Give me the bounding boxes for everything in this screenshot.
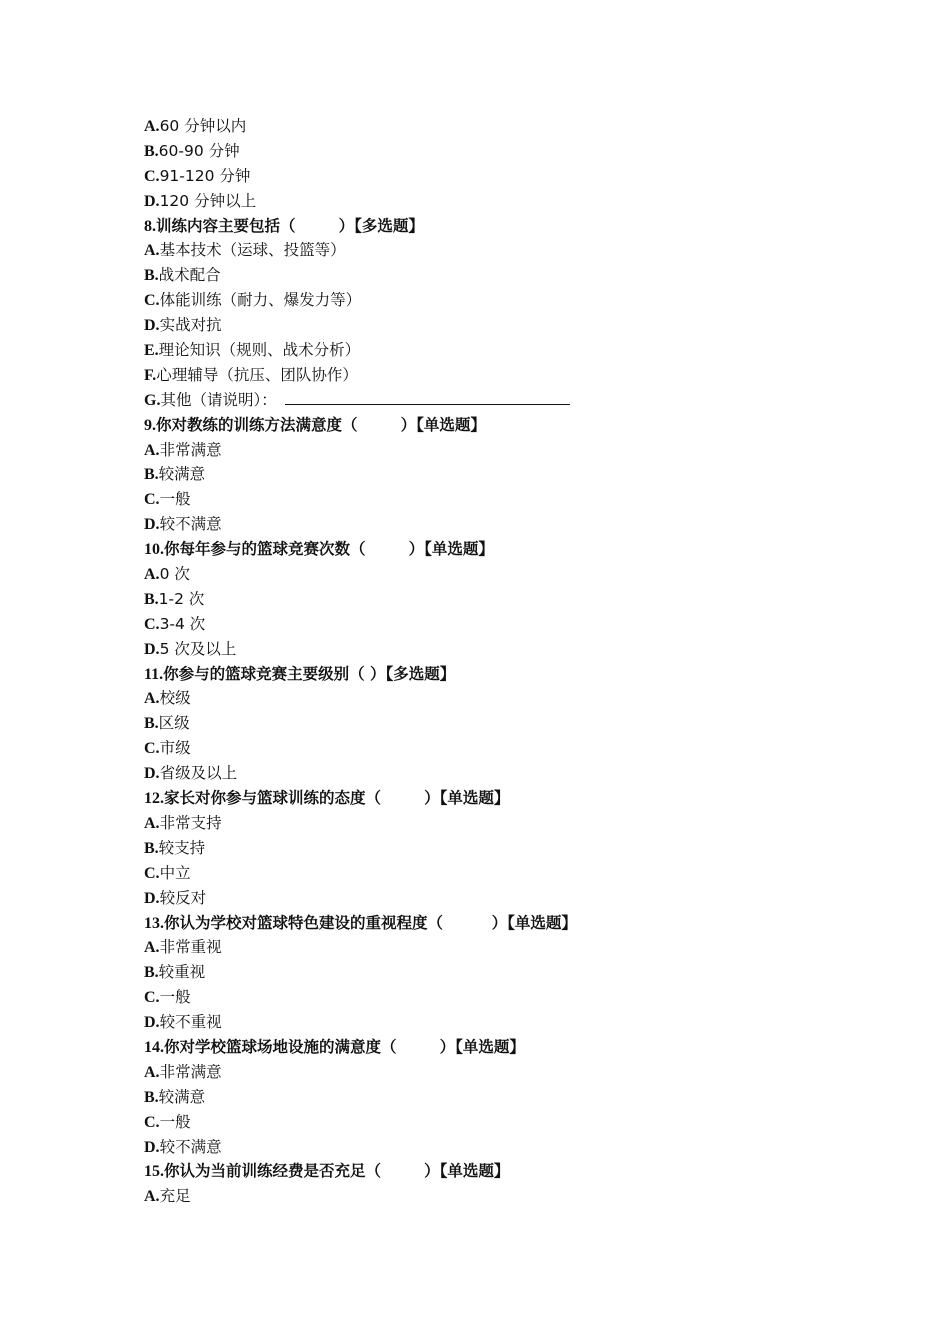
- option-letter: F.: [144, 366, 157, 384]
- option-text: 5 次及以上: [159, 639, 237, 658]
- question-title: 家长对你参与篮球训练的态度（ ）【单选题】: [164, 789, 510, 808]
- option-text: 一般: [159, 490, 191, 509]
- option-line: [144, 711, 844, 736]
- option-text: 非常重视: [159, 938, 222, 957]
- option-line: [144, 313, 844, 338]
- question-number: 14.: [144, 1038, 164, 1056]
- option-line: [144, 487, 844, 512]
- question-title: 你每年参与的篮球竞赛次数（ ）【单选题】: [164, 540, 494, 559]
- option-line: [144, 388, 844, 413]
- option-text: 较不重视: [159, 1013, 222, 1032]
- option-text: 较支持: [158, 838, 206, 857]
- option-line: [144, 189, 844, 214]
- option-letter: D.: [144, 192, 160, 210]
- option-text: 较重视: [158, 963, 206, 982]
- option-line: [144, 686, 844, 711]
- option-letter: E.: [144, 342, 159, 360]
- option-letter: B.: [144, 964, 159, 982]
- option-letter: B.: [144, 590, 159, 608]
- option-letter: C.: [144, 615, 160, 633]
- option-text: 中立: [159, 863, 191, 882]
- option-letter: D.: [144, 317, 160, 335]
- option-text: 较反对: [159, 888, 207, 907]
- option-letter: A.: [144, 1188, 160, 1206]
- question-heading: [144, 413, 844, 438]
- questionnaire-body: [144, 114, 844, 1209]
- option-letter: D.: [144, 889, 160, 907]
- option-text: 省级及以上: [159, 764, 238, 783]
- option-line: [144, 1135, 844, 1160]
- question-title: 训练内容主要包括（ ）【多选题】: [156, 216, 424, 235]
- option-line: [144, 935, 844, 960]
- option-letter: G.: [144, 391, 161, 409]
- option-line: [144, 1010, 844, 1035]
- option-text: 区级: [158, 714, 190, 733]
- option-letter: B.: [144, 142, 159, 160]
- fill-in-blank-line[interactable]: [285, 390, 570, 405]
- question-title: 你参与的篮球竞赛主要级别（ ）【多选题】: [163, 664, 456, 683]
- option-line: [144, 438, 844, 463]
- question-heading: [144, 911, 844, 936]
- question-heading: [144, 1159, 844, 1184]
- option-line: [144, 562, 844, 587]
- option-line: [144, 861, 844, 886]
- option-text: 体能训练（耐力、爆发力等）: [159, 291, 362, 310]
- option-text: 非常满意: [159, 440, 222, 459]
- option-letter: A.: [144, 118, 160, 135]
- option-line: [144, 1184, 844, 1209]
- question-number: 8.: [144, 217, 156, 235]
- option-text: 91-120 分钟: [159, 166, 251, 185]
- question-number: 11.: [144, 665, 164, 683]
- question-title: 你对教练的训练方法满意度（ ）【单选题】: [156, 415, 486, 434]
- option-text: 一般: [159, 1112, 191, 1131]
- option-line: [144, 288, 844, 313]
- option-letter: B.: [144, 1088, 159, 1106]
- option-line: [144, 1110, 844, 1135]
- option-text: 充足: [159, 1187, 191, 1206]
- option-text: 0 次: [159, 565, 190, 584]
- option-text: 理论知识（规则、战术分析）: [158, 341, 361, 360]
- option-line: [144, 164, 844, 189]
- option-letter: B.: [144, 839, 159, 857]
- option-line: [144, 338, 844, 363]
- question-number: 12.: [144, 790, 164, 808]
- option-letter: B.: [144, 715, 159, 733]
- option-letter: C.: [144, 491, 160, 509]
- question-heading: [144, 214, 844, 239]
- option-line: [144, 114, 844, 139]
- option-text: 实战对抗: [159, 316, 222, 335]
- option-line: [144, 736, 844, 761]
- question-number: 15.: [144, 1163, 164, 1181]
- option-line: [144, 587, 844, 612]
- option-letter: C.: [144, 989, 160, 1007]
- option-line: [144, 886, 844, 911]
- option-letter: D.: [144, 640, 160, 658]
- option-letter: A.: [144, 690, 160, 708]
- option-text: 较满意: [158, 1087, 206, 1106]
- question-heading: [144, 662, 844, 687]
- option-line: [144, 985, 844, 1010]
- question-title: 你认为学校对篮球特色建设的重视程度（ ）【单选题】: [164, 913, 577, 932]
- question-title: 你对学校篮球场地设施的满意度（ ）【单选题】: [164, 1037, 525, 1056]
- option-line: [144, 637, 844, 662]
- option-letter: D.: [144, 765, 160, 783]
- option-text: 60 分钟以内: [159, 117, 247, 135]
- option-letter: C.: [144, 864, 160, 882]
- option-letter: C.: [144, 292, 160, 310]
- option-letter: A.: [144, 814, 160, 832]
- option-letter: C.: [144, 1113, 160, 1131]
- option-text: 3-4 次: [159, 614, 206, 633]
- option-letter: A.: [144, 441, 160, 459]
- option-line: [144, 139, 844, 164]
- option-line: [144, 811, 844, 836]
- option-letter: A.: [144, 1063, 160, 1081]
- option-line: [144, 238, 844, 263]
- question-heading: [144, 537, 844, 562]
- question-heading: [144, 1035, 844, 1060]
- option-text: 心理辅导（抗压、团队协作）: [156, 365, 358, 384]
- option-letter: B.: [144, 267, 159, 285]
- option-text: 其他（请说明）：: [160, 390, 277, 409]
- option-text: 60-90 分钟: [158, 141, 240, 160]
- option-text: 市级: [159, 739, 191, 758]
- option-line: [144, 612, 844, 637]
- option-letter: A.: [144, 939, 160, 957]
- option-line: [144, 761, 844, 786]
- option-letter: C.: [144, 167, 160, 185]
- question-number: 9.: [144, 416, 156, 434]
- question-title: 你认为当前训练经费是否充足（ ）【单选题】: [164, 1162, 510, 1181]
- option-text: 较满意: [158, 465, 206, 484]
- option-line: [144, 512, 844, 537]
- option-line: [144, 263, 844, 288]
- option-text: 校级: [159, 689, 191, 708]
- option-line: [144, 1060, 844, 1085]
- question-number: 10.: [144, 541, 164, 559]
- option-letter: D.: [144, 516, 160, 534]
- option-text: 非常支持: [159, 813, 222, 832]
- option-line: [144, 836, 844, 861]
- option-line: [144, 363, 844, 388]
- option-line: [144, 960, 844, 985]
- option-text: 1-2 次: [158, 589, 205, 608]
- option-letter: D.: [144, 1014, 160, 1032]
- option-text: 基本技术（运球、投篮等）: [159, 241, 346, 260]
- question-heading: [144, 786, 844, 811]
- option-text: 一般: [159, 988, 191, 1007]
- option-letter: D.: [144, 1138, 160, 1156]
- option-letter: A.: [144, 566, 160, 584]
- option-text: 120 分钟以上: [159, 191, 257, 210]
- option-text: 较不满意: [159, 515, 222, 534]
- option-line: [144, 1085, 844, 1110]
- option-letter: C.: [144, 740, 160, 758]
- question-number: 13.: [144, 914, 164, 932]
- option-letter: A.: [144, 242, 160, 260]
- option-text: 非常满意: [159, 1062, 222, 1081]
- option-letter: B.: [144, 466, 159, 484]
- option-line: [144, 462, 844, 487]
- option-text: 较不满意: [159, 1137, 222, 1156]
- option-text: 战术配合: [158, 266, 221, 285]
